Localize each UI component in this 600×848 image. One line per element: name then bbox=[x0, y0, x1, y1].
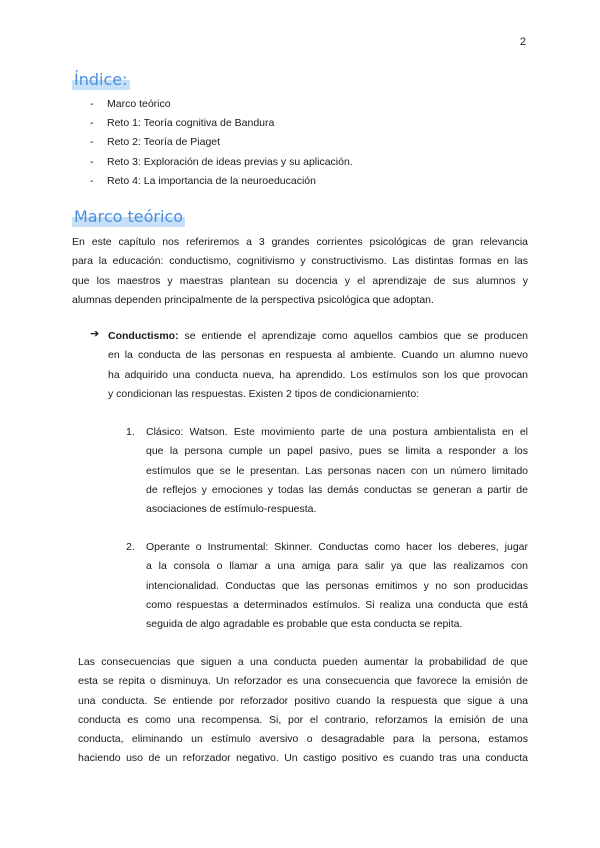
text-line: alumnas dependen principalmente de la perspectiva psicológica que adoptan. bbox=[72, 293, 434, 306]
text-line: en la conducta de las personas en respuesta al ambiente. Cuando un alumno nuevo bbox=[108, 349, 528, 362]
text-line: como respuestas a determinados estímulos. Si realiza una conducta que está bbox=[146, 598, 528, 611]
type-clasico-paragraph bbox=[146, 423, 528, 519]
text-line: conducta, eliminando un estímulo aversivo o desagradable para la persona, estamos bbox=[78, 733, 528, 746]
intro-paragraph bbox=[72, 233, 528, 310]
text-line: de reflejos y emociones y todas las demás conductas se generan a partir de bbox=[146, 483, 528, 496]
text-line: para la educación: conductismo, cognitivismo y constructivismo. Las distintas formas en las bbox=[72, 255, 528, 268]
text-line: que los maestros y maestras plantean su docencia y el aprendizaje de sus alumnos y bbox=[72, 274, 528, 287]
type-operante-paragraph bbox=[146, 538, 528, 634]
index-item: - Marco teórico bbox=[90, 95, 353, 114]
conductismo-term: Conductismo: bbox=[108, 330, 179, 342]
text-line: estímulos que se le presentan. Las personas nacen con un número limitado bbox=[146, 464, 528, 477]
text-line: a la consola o llamar a una amiga para salir ya que las realizamos con bbox=[146, 560, 528, 573]
text-line: una conducta. Se entiende por reforzador positivo cuando la respuesta que sigue a una bbox=[78, 694, 528, 707]
text-line: haciendo uso de un reforzador negativo. Un castigo positivo es cuando tras una conducta bbox=[78, 752, 528, 765]
text-line: ha adquirido una conducta nueva, ha aprendido. Los estímulos son los que provocan bbox=[108, 368, 528, 381]
page-number: 2 bbox=[519, 36, 526, 48]
text-line: seguida de algo agradable es probable que esta conducta se repita. bbox=[146, 618, 463, 631]
conductismo-paragraph bbox=[108, 327, 528, 404]
arrow-bullet-icon: ➔ bbox=[90, 328, 100, 340]
marco-heading: Marco teórico bbox=[74, 207, 184, 226]
text-span: se entiende el aprendizaje como aquellos cambios que se producen bbox=[178, 330, 528, 342]
text-line bbox=[108, 327, 528, 346]
text-line: En este capítulo nos referiremos a 3 grandes corrientes psicológicas de gran relevancia bbox=[72, 236, 528, 248]
consequences-paragraph bbox=[78, 653, 528, 769]
text-line: y condicionan las respuestas. Existen 2 tipos de condicionamiento: bbox=[108, 387, 420, 400]
text-line: Operante o Instrumental: Skinner. Conductas como hacer los deberes, jugar bbox=[146, 541, 528, 553]
text-line: esta se repita o disminuya. Un reforzador es una consecuencia que favorece la emisión de bbox=[78, 675, 528, 688]
index-item: - Reto 1: Teoría cognitiva de Bandura bbox=[90, 114, 353, 133]
text-line: intencionalidad. Conductas que las personas emitimos y no son producidas bbox=[146, 579, 528, 592]
list-number: 1. bbox=[126, 426, 135, 438]
index-item: - Reto 2: Teoría de Piaget bbox=[90, 133, 353, 152]
text-line: Clásico: Watson. Este movimiento parte de una postura ambientalista en el bbox=[146, 426, 528, 438]
text-line: Las consecuencias que siguen a una conducta pueden aumentar la probabilidad de que bbox=[78, 656, 528, 668]
index-item: - Reto 3: Exploración de ideas previas y su aplicación. bbox=[90, 153, 353, 172]
index-item: - Reto 4: La importancia de la neuroeducación bbox=[90, 172, 353, 191]
list-number: 2. bbox=[126, 541, 135, 553]
index-heading: Índice: bbox=[74, 70, 128, 89]
text-line: que la persona cumple un papel pasivo, pues se limita a responder a los bbox=[146, 445, 528, 458]
index-list bbox=[90, 95, 353, 191]
text-line: asociaciones de estímulo-respuesta. bbox=[146, 503, 317, 516]
text-line: conducta es como una recompensa. Si, por el contrario, reforzamos la emisión de una bbox=[78, 713, 528, 726]
